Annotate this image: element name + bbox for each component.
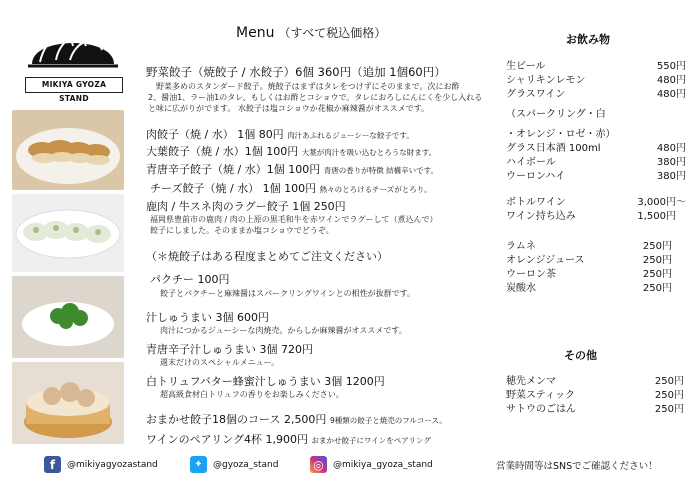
brand-name: MIKIYA GYOZA STAND	[25, 77, 123, 93]
menu-item-yasai-desc3: と味に広がりがでます。 水餃子は塩コショウか花椒か麻辣醤がオススメです。	[148, 104, 430, 113]
drink-row	[506, 60, 686, 74]
menu-item-course	[146, 411, 447, 427]
drink-name: オレンジジュース	[506, 255, 585, 266]
sui-gyoza-photo	[12, 194, 124, 272]
drink-row	[506, 88, 686, 102]
other-name: サトウのごはん	[506, 404, 576, 415]
drink-name: ワイン持ち込み	[506, 211, 576, 222]
menu-item-course-note: 9種類の餃子と焼売のフルコース。	[329, 416, 447, 425]
drink-price: 1,500円	[637, 211, 676, 222]
other-name: 穂先メンマ	[506, 376, 556, 387]
other-row	[506, 403, 684, 417]
facebook-link[interactable]	[44, 456, 158, 473]
menu-item-aotogarashi-note: 青唐の香りが特徴 結構辛いです。	[323, 166, 438, 175]
menu-item-shirushumai: 汁しゅうまい 3個 600円	[146, 311, 269, 324]
drink-row	[506, 102, 686, 122]
drink-row	[506, 122, 686, 142]
other-row	[506, 389, 684, 403]
other-price: 250円	[654, 390, 684, 401]
menu-item-cheese-name: チーズ餃子（焼 / 水） 1個 100円	[150, 182, 317, 195]
drink-name: シャリキンレモン	[506, 75, 586, 86]
menu-item-pakuchi: パクチー 100円	[150, 273, 230, 286]
others-title: その他	[564, 349, 597, 362]
drink-row	[506, 170, 686, 184]
drink-row	[506, 268, 672, 282]
drink-price: 480円	[656, 143, 686, 154]
menu-item-yasai-desc1: 野菜多めのスタンダード餃子。焼餃子はまずはタレをつけずにそのままで。次にお酢	[156, 82, 460, 91]
drinks-group-wine	[506, 196, 686, 224]
drink-name: ウーロン茶	[506, 269, 556, 280]
drink-row	[506, 254, 672, 268]
drink-name: 生ビール	[506, 61, 546, 72]
menu-item-cheese-note: 熱々のとろけるチーズがとろり。	[319, 185, 432, 194]
drink-price: 250円	[642, 283, 672, 294]
drink-row	[506, 196, 686, 210]
menu-item-niku-name: 肉餃子（焼 / 水） 1個 80円	[146, 128, 284, 141]
facebook-handle: @mikiyagyozastand	[67, 459, 158, 470]
drink-name: ・オレンジ・ロゼ・赤）	[506, 129, 616, 140]
instagram-icon: ◎	[310, 456, 327, 473]
drink-name: ラムネ	[506, 241, 536, 252]
drink-name: グラスワイン	[506, 89, 566, 100]
menu-item-shirushumai-desc: 肉汁につかるジューシーな肉焼売。からしか麻辣醤がオススメです。	[160, 326, 407, 335]
drink-price: 380円	[656, 157, 686, 168]
yaki-gyoza-photo	[12, 110, 124, 190]
drink-price: 250円	[642, 269, 672, 280]
menu-item-truffle-shumai: 白トリュフバター蜂蜜汁しゅうまい 3個 1200円	[146, 375, 385, 388]
drink-name: ボトルワイン	[506, 197, 566, 208]
others-group	[506, 375, 684, 417]
other-price: 250円	[654, 376, 684, 387]
other-price: 250円	[654, 404, 684, 415]
menu-item-aoto-shumai: 青唐辛子汁しゅうまい 3個 720円	[146, 343, 313, 356]
other-row	[506, 375, 684, 389]
drink-name: グラス日本酒 100ml	[506, 143, 601, 154]
menu-item-ooba-name: 大葉餃子（焼 / 水）1個 100円	[146, 145, 299, 158]
menu-item-ragu: 鹿肉 / 牛スネ肉のラグー餃子 1個 250円	[146, 200, 346, 213]
drink-price: 550円	[656, 61, 686, 72]
drink-name: （スパークリング・白	[506, 109, 606, 120]
menu-item-aotogarashi	[146, 161, 438, 177]
menu-note-order: （＊焼餃子はある程度まとめてご注文ください）	[146, 250, 388, 263]
drink-row	[506, 240, 672, 254]
menu-item-pairing-note: おまかせ餃子にワインをペアリング	[311, 436, 431, 445]
drink-price: 480円	[656, 75, 686, 86]
footer-notice: 営業時間等はSNSでご確認ください！	[496, 461, 658, 472]
menu-item-course-name: おまかせ餃子18個のコース 2,500円	[146, 413, 327, 426]
other-name: 野菜スティック	[506, 390, 575, 401]
drink-row	[506, 210, 686, 224]
menu-item-yasai-desc2: 2、醤油1、ラー油1のタレ、もしくはお酢とコショウで。タレにおろしにんにくを少し入れる	[148, 93, 483, 102]
instagram-handle: @mikiya_gyoza_stand	[333, 459, 433, 470]
menu-title-text: Menu	[236, 25, 275, 41]
twitter-handle: @gyoza_stand	[213, 459, 279, 470]
drink-price: 480円	[656, 89, 686, 100]
menu-item-niku	[146, 126, 414, 142]
menu-item-aotogarashi-name: 青唐辛子餃子（焼 / 水）1個 100円	[146, 163, 321, 176]
drinks-group-soft	[506, 240, 672, 296]
drink-price: 250円	[642, 255, 672, 266]
shumai-photo	[12, 362, 124, 444]
menu-item-pakuchi-desc: 餃子とパクチーと麻辣醤はスパークリングワインとの相性が抜群です。	[160, 289, 415, 298]
menu-item-ragu-desc2: 餃子にしました。そのままか塩コショウでどうぞ。	[150, 226, 334, 235]
menu-item-ooba	[146, 143, 436, 159]
menu-item-pairing-name: ワインのペアリング4杯 1,900円	[146, 433, 308, 446]
menu-subtitle: （すべて税込価格）	[278, 26, 387, 40]
drink-name: 炭酸水	[506, 283, 536, 294]
drink-name: ウーロンハイ	[506, 171, 566, 182]
menu-item-aoto-shumai-desc: 週末だけのスペシャルメニュー。	[160, 358, 280, 367]
instagram-link[interactable]	[310, 456, 433, 473]
drinks-title: お飲み物	[566, 33, 610, 46]
menu-item-pairing	[146, 431, 431, 447]
drink-price: 3,000円～	[637, 197, 686, 208]
menu-item-ragu-desc1: 福岡県豊前市の鹿肉 / 肉の上原の黒毛和牛を赤ワインでラグーして（煮込んで）	[150, 215, 438, 224]
drink-price: 380円	[656, 171, 686, 182]
drink-row	[506, 142, 686, 156]
drink-row	[506, 282, 672, 296]
drinks-group-alcohol	[506, 60, 686, 184]
menu-item-yasai: 野菜餃子（焼餃子 / 水餃子）6個 360円（追加 1個60円）	[146, 65, 446, 79]
drink-row	[506, 156, 686, 170]
drink-price: 250円	[642, 241, 672, 252]
drink-name: ハイボール	[506, 157, 556, 168]
menu-item-cheese	[150, 180, 432, 196]
facebook-icon: f	[44, 456, 61, 473]
menu-item-ooba-note: 大葉が肉汁を吸い込むとろうな財ます。	[301, 148, 437, 157]
twitter-link[interactable]	[190, 456, 278, 473]
pakuchi-photo	[12, 276, 124, 358]
drink-row	[506, 74, 686, 88]
menu-item-niku-note: 肉汁あふれるジューシーな餃子です。	[287, 131, 414, 140]
menu-item-truffle-shumai-desc: 超高級食材白トリュフの香りをお楽しみください。	[160, 390, 344, 399]
twitter-icon: ✦	[190, 456, 207, 473]
menu-title	[236, 24, 386, 41]
